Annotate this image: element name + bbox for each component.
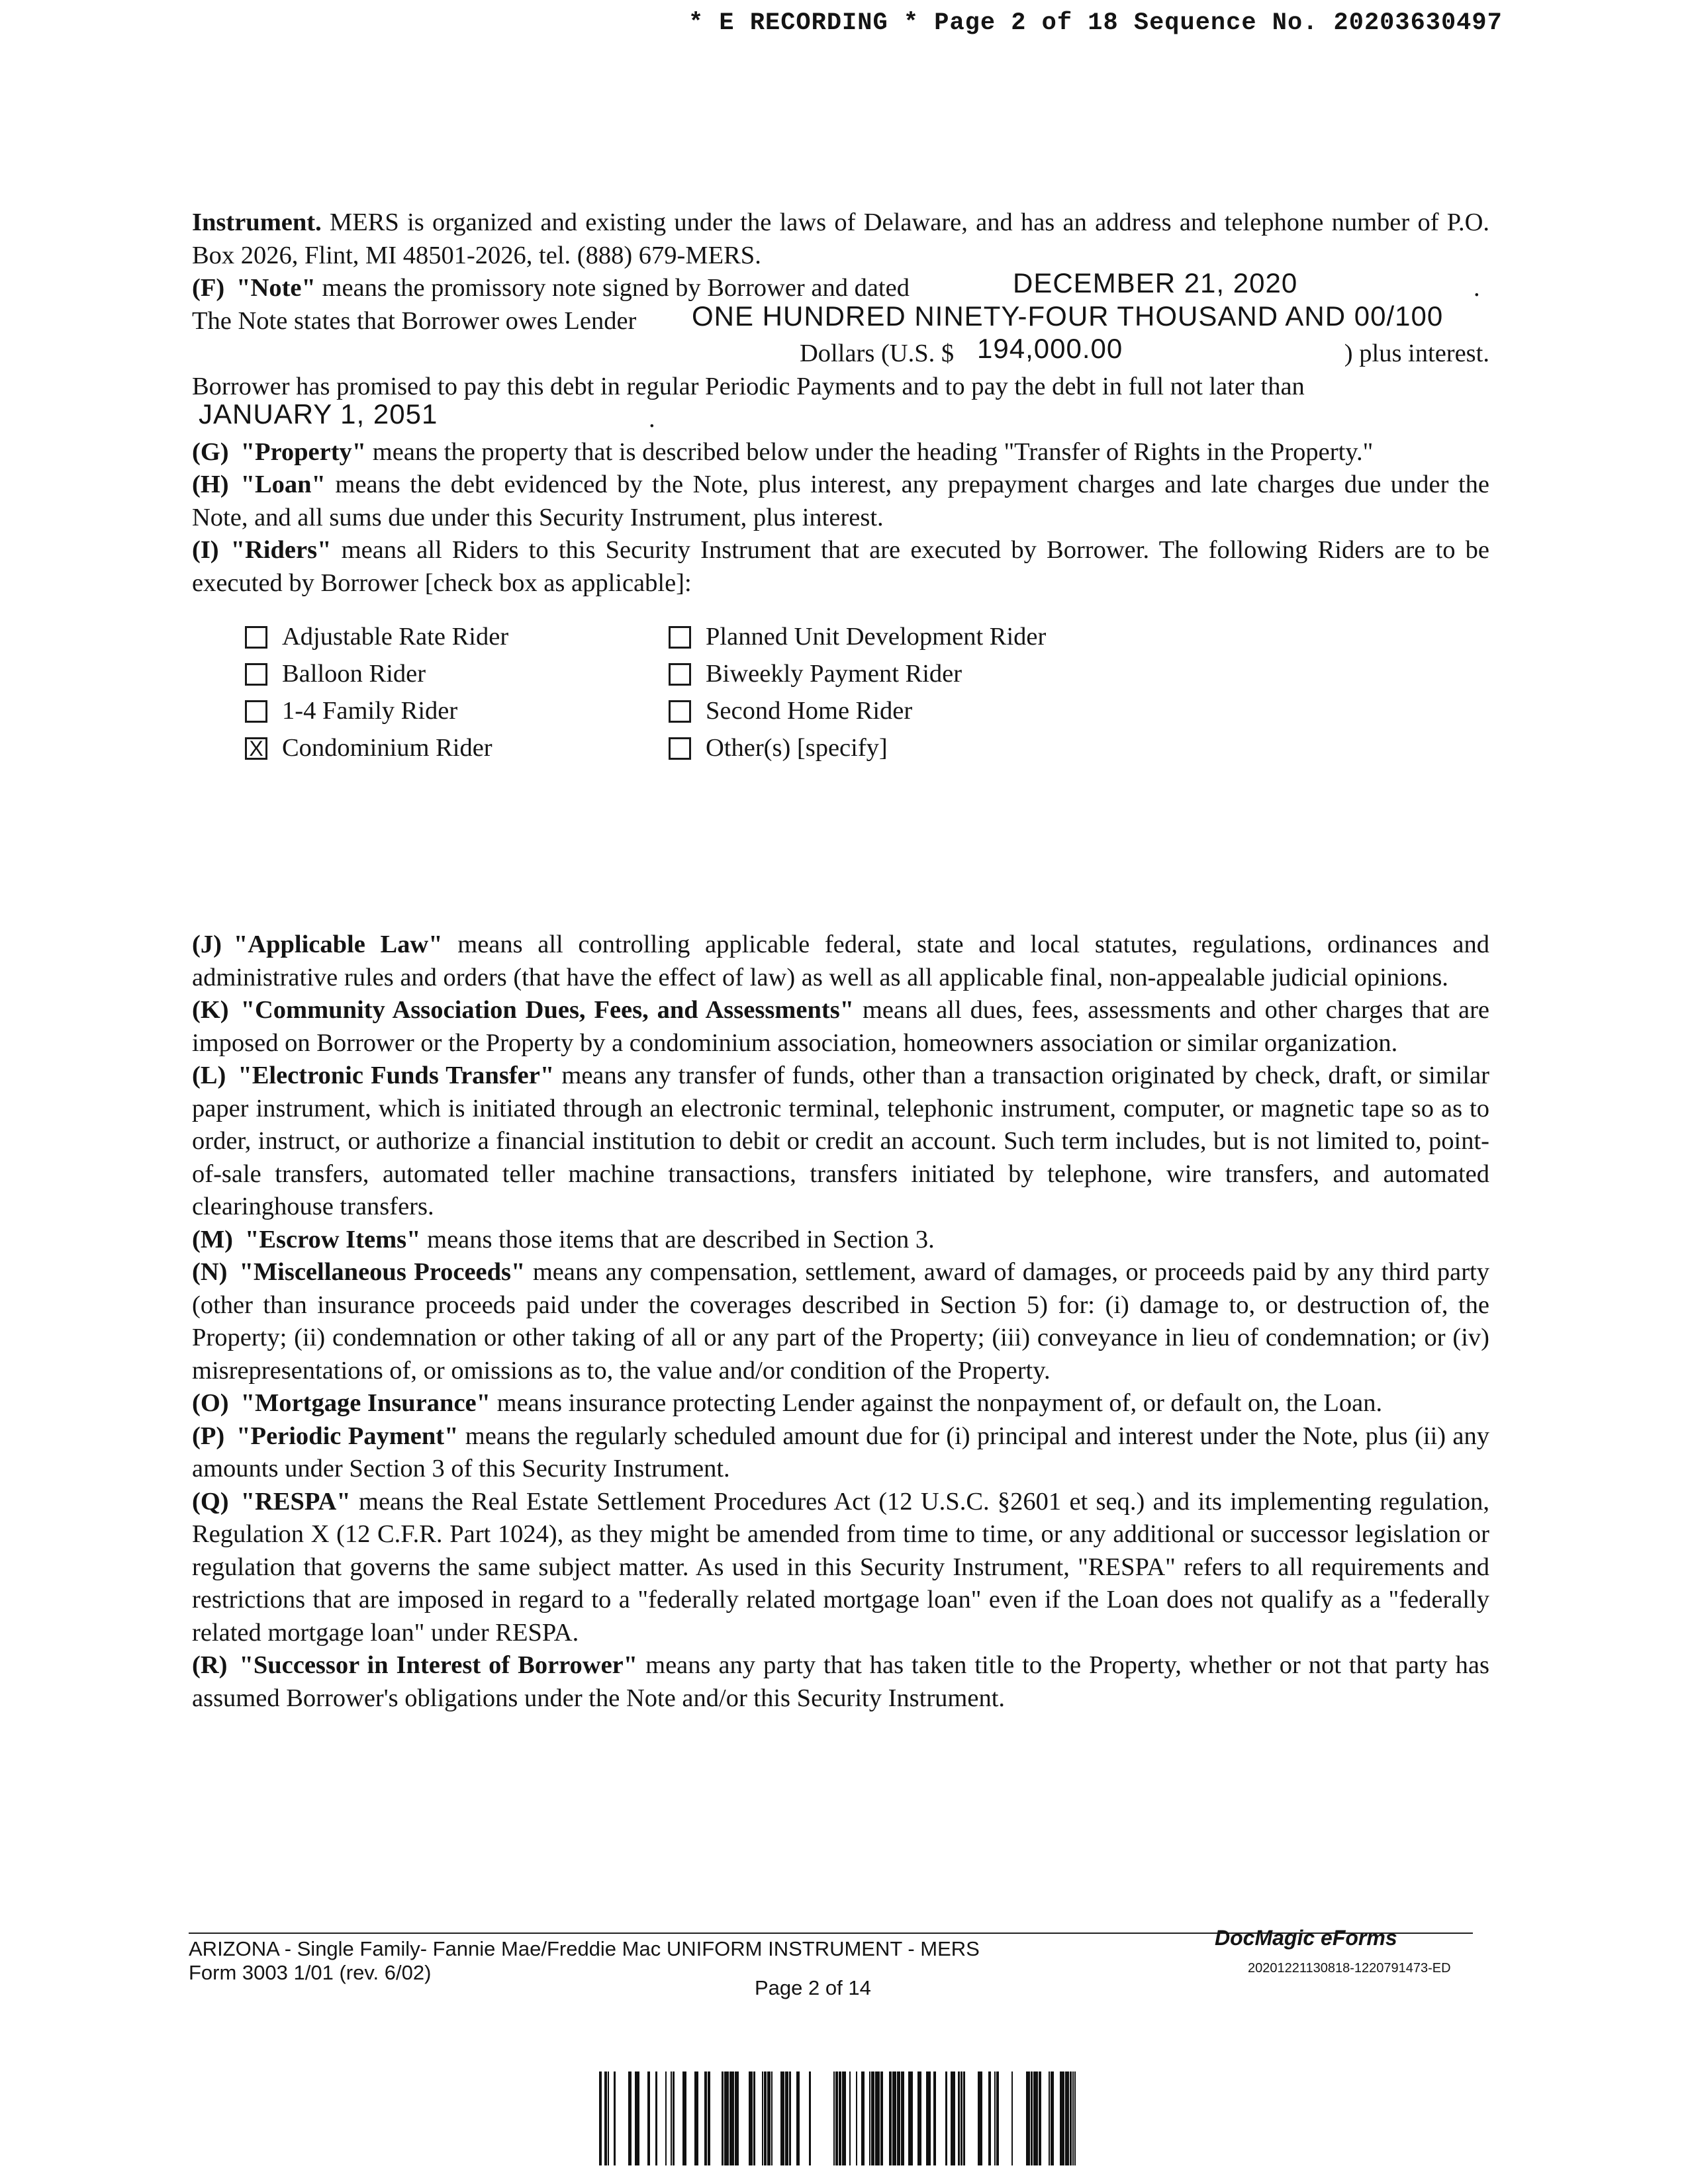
note-amount-words: ONE HUNDRED NINETY-FOUR THOUSAND AND 00/100 (692, 300, 1444, 332)
definition-riders: (I) "Riders" means all Riders to this Security Instrument that are executed by Borrower. The following Riders are to be executed by Borrower [check box as applicable]: (192, 536, 1490, 597)
footer-form-line1: ARIZONA - Single Family- Fannie Mae/Freddie Mac UNIFORM INSTRUMENT - MERS (189, 1937, 980, 1960)
rider-checkbox-checked[interactable]: X (245, 737, 267, 760)
definition-miscellaneous-proceeds: (N) "Miscellaneous Proceeds" means any compensation, settlement, award of damages, or proceeds paid by any third party (other than insurance proceeds paid under the coverages described in Section 5) for: (i) damage to, or destruction of, the Property; (ii) condemnation or other taking of all or any part of the Property; (iii) conveyance in lieu of condemnation; or (iv) misrepresentations of, or omissions as to, the value and/or condition of the Property. (192, 1258, 1490, 1385)
note-text2: The Note states that Borrower owes Lender (192, 306, 637, 335)
note-maturity: JANUARY 1, 2051 (199, 398, 438, 430)
intro-term: Instrument. (192, 208, 322, 236)
recording-header: * E RECORDING * Page 2 of 18 Sequence No. 20203630497 (688, 9, 1503, 37)
rider-condominium: X Condominium Rider (245, 732, 492, 765)
note-letter: (F) (192, 274, 225, 302)
barcode-icon (599, 2071, 1076, 2165)
note-text3: Borrower has promised to pay this debt in regular Periodic Payments and to pay the debt in full not later than (192, 372, 1305, 400)
note-definition: (F) "Note" means the promissory note signed by Borrower and dated DECEMBER 21, 2020 . The Note states that Borrower owes Lender ONE HUNDRED NINETY-FOUR THOUSAND AND 00/100 Dollars (U.S. $ 194,000.00 ) plus interest. Borrower has promised to pay this debt in regular Periodic Payments and to pay the debt in full not later than JANUARY 1, 2051 . (192, 267, 1489, 433)
note-term: "Note" (236, 274, 316, 302)
rider-planned-unit-development: Planned Unit Development Rider (669, 621, 1046, 654)
rider-checkbox[interactable] (669, 737, 691, 760)
definition-mortgage-insurance: (O) "Mortgage Insurance" means insurance protecting Lender against the nonpayment of, or default on, the Loan. (192, 1389, 1383, 1417)
rider-balloon: Balloon Rider (245, 658, 426, 691)
definition-successor-in-interest: (R) "Successor in Interest of Borrower" means any party that has taken title to the Property, whether or not that party has assumed Borrower's obligations under the Note and/or this Security Instrument. (192, 1651, 1490, 1712)
intro-paragraph (192, 206, 1489, 272)
rider-checkbox[interactable] (245, 700, 267, 723)
rider-checkbox[interactable] (669, 663, 691, 686)
definition-electronic-funds-transfer: (L) "Electronic Funds Transfer" means any transfer of funds, other than a transaction originated by check, draft, or similar paper instrument, which is initiated through an electronic terminal, telephonic instrument, computer, or magnetic tape so as to order, instruct, or authorize a financial institution to debit or credit an account. Such term includes, but is not limited to, point-of-sale transfers, automated teller machine transactions, transfers initiated by telephone, wire transfers, and automated clearinghouse transfers. (192, 1062, 1489, 1220)
rider-checkbox[interactable] (245, 626, 267, 649)
rider-other: Other(s) [specify] (669, 732, 888, 765)
note-date: DECEMBER 21, 2020 (1013, 267, 1298, 298)
definition-escrow-items: (M) "Escrow Items" means those items that are described in Section 3. (192, 1225, 935, 1253)
document-body (192, 206, 1489, 1715)
footer-form-line2: Form 3003 1/01 (rev. 6/02) (189, 1961, 432, 1984)
footer-doc-code: 20201221130818-1220791473-ED (1248, 1961, 1451, 1976)
definition-community-association: (K) "Community Association Dues, Fees, and Assessments" means all dues, fees, assessments and other charges that are imposed on Borrower or the Property by a condominium association, homeowners association or similar organization. (192, 996, 1489, 1057)
rider-checkbox[interactable] (245, 663, 267, 686)
definition-respa: (Q) "RESPA" means the Real Estate Settlement Procedures Act (12 U.S.C. §2601 et seq.) and its implementing regulation, Regulation X (12 C.F.R. Part 1024), as they might be amended from time to time, or any additional or successor legislation or regulation that governs the same subject matter. As used in this Security Instrument, "RESPA" refers to all requirements and restrictions that are imposed in regard to a "federally related mortgage loan" even if the Loan does not qualify as a "federally related mortgage loan" under RESPA. (192, 1487, 1490, 1647)
rider-checkbox[interactable] (669, 700, 691, 723)
footer-page-number: Page 2 of 14 (755, 1976, 871, 1999)
note-dollars-label: Dollars (U.S. $ (800, 340, 955, 367)
note-amount: 194,000.00 (977, 333, 1123, 364)
rider-checkbox[interactable] (669, 626, 691, 649)
rider-1-4-family: 1-4 Family Rider (245, 695, 457, 728)
riders-checklist (192, 621, 1489, 780)
definition-periodic-payment: (P) "Periodic Payment" means the regularly scheduled amount due for (i) principal and interest under the Note, plus (ii) any amounts under Section 3 of this Security Instrument. (192, 1422, 1490, 1482)
docmagic-logo: DocMagic eForms (1215, 1926, 1397, 1950)
definition-loan: (H) "Loan" means the debt evidenced by the Note, plus interest, any prepayment charges and late charges due under the Note, and all sums due under this Security Instrument, plus interest. (192, 471, 1489, 531)
note-text1: means the promissory note signed by Borrower and dated (322, 274, 910, 302)
definition-applicable-law: (J) "Applicable Law" means all controlling applicable federal, state and local statutes, regulations, ordinances and administrative rules and orders (that have the effect of law) as well as all applicable final, non-appealable judicial opinions. (192, 931, 1489, 991)
intro-text: MERS is organized and existing under the laws of Delaware, and has an address and telephone number of P.O. Box 2026, Flint, MI 48501-2026, tel. (888) 679-MERS. (192, 208, 1490, 269)
rider-biweekly-payment: Biweekly Payment Rider (669, 658, 962, 691)
rider-second-home: Second Home Rider (669, 695, 912, 728)
rider-adjustable-rate: Adjustable Rate Rider (245, 621, 508, 654)
definition-property: (G) "Property" means the property that is described below under the heading "Transfer of Rights in the Property." (192, 437, 1374, 466)
note-plus-interest: ) plus interest. (1344, 340, 1489, 367)
